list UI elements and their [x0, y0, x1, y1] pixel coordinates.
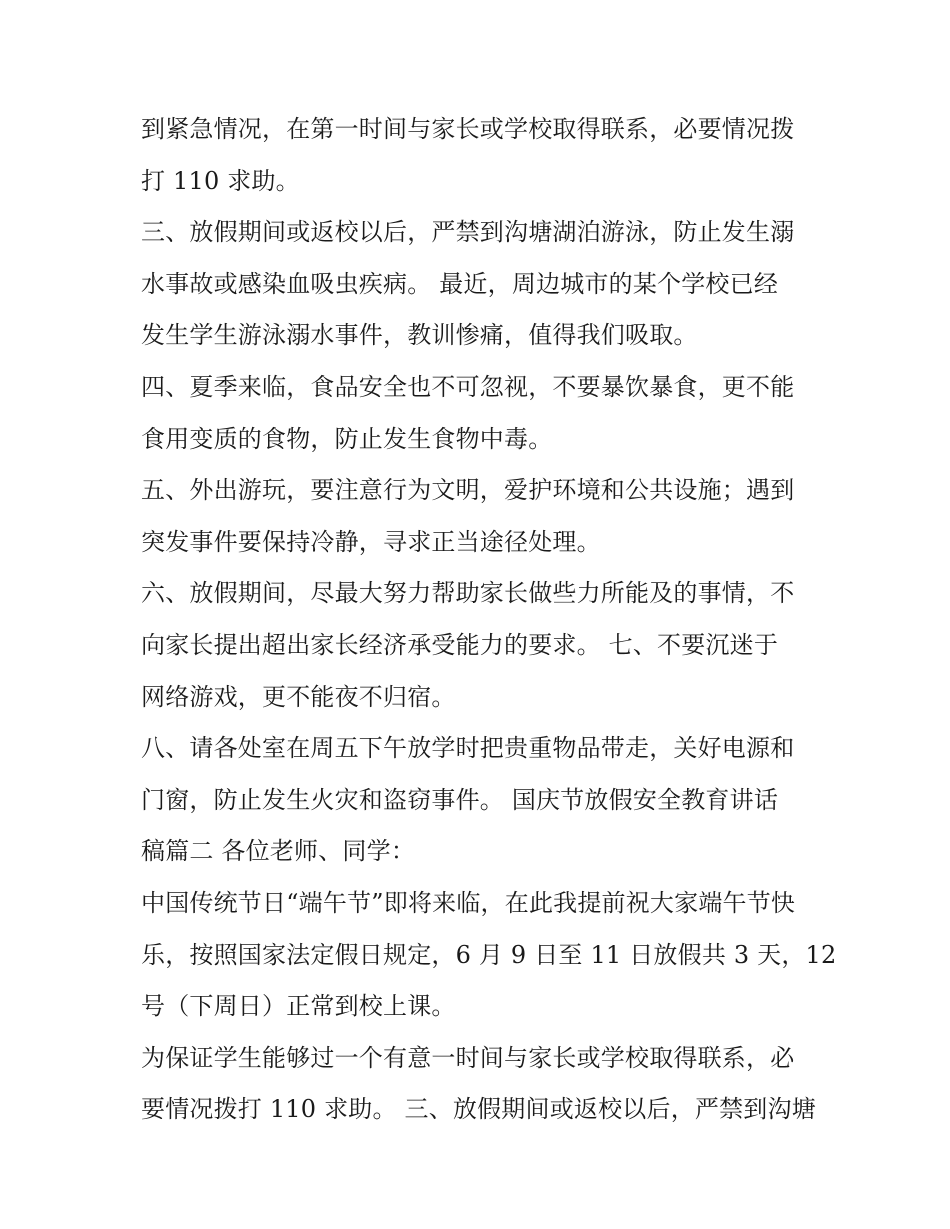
text-line-19: 为保证学生能够过一个有意一时间与家长或学校取得联系，必 [141, 1043, 795, 1072]
text-line-1: 到紧急情况，在第一时间与家长或学校取得联系，必要情况拨 [141, 115, 795, 143]
text-line-8: 五、外出游玩，要注意行为文明，爱护环境和公共设施；遇到 [141, 476, 795, 505]
text-line-5: 发生学生游泳溺水事件，教训惨痛，值得我们吸取。 [141, 321, 698, 350]
text-line-18: 号（下周日）正常到校上课。 [141, 992, 456, 1021]
text-line-7: 食用变质的食物，防止发生食物中毒。 [141, 424, 553, 453]
text-line-17: 乐，按照国家法定假日规定，6 月 9 日至 11 日放假共 3 天，12 [141, 940, 837, 969]
text-line-9: 突发事件要保持冷静，寻求正当途径处理。 [141, 527, 601, 556]
text-line-2: 打 110 求助。 [141, 166, 300, 195]
text-line-20: 要情况拨打 110 求助。 三、放假期间或返校以后，严禁到沟塘 [141, 1095, 816, 1124]
text-line-12: 网络游戏，更不能夜不归宿。 [141, 682, 456, 711]
text-line-3: 三、放假期间或返校以后，严禁到沟塘湖泊游泳，防止发生溺 [141, 218, 795, 247]
text-line-13: 八、请各处室在周五下午放学时把贵重物品带走，关好电源和 [141, 734, 795, 763]
document-body [141, 104, 837, 1136]
text-line-15: 稿篇二 各位老师、同学： [141, 837, 416, 866]
text-line-11: 向家长提出超出家长经济承受能力的要求。 七、不要沉迷于 [141, 630, 779, 659]
text-line-4: 水事故或感染血吸虫疾病。 最近，周边城市的某个学校已经 [141, 269, 779, 298]
text-line-10: 六、放假期间，尽最大努力帮助家长做些力所能及的事情，不 [141, 579, 795, 608]
text-line-16: 中国传统节日“端午节”即将来临，在此我提前祝大家端午节快 [141, 888, 796, 917]
text-line-6: 四、夏季来临，食品安全也不可忽视，不要暴饮暴食，更不能 [141, 372, 795, 401]
text-line-14: 门窗，防止发生火灾和盗窃事件。 国庆节放假安全教育讲话 [141, 785, 779, 814]
